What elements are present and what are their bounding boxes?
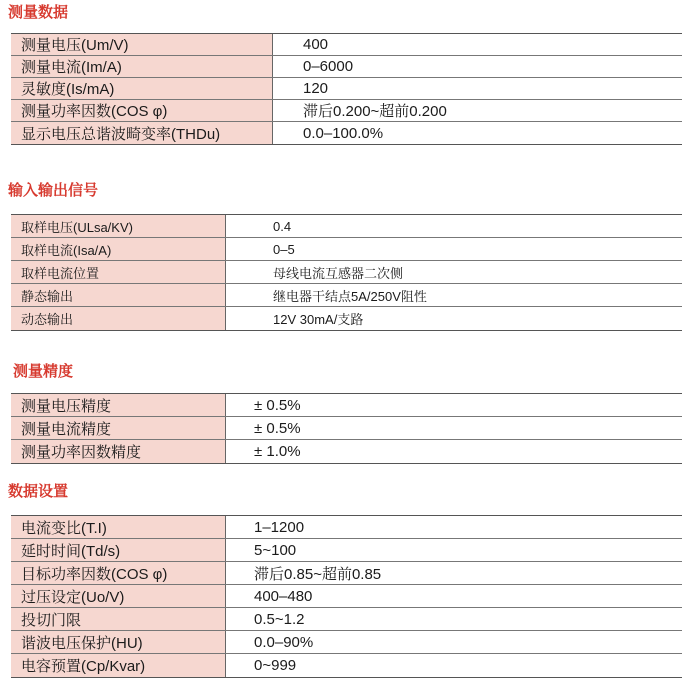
table-row <box>11 122 682 144</box>
row-value: ± 1.0% <box>254 443 301 460</box>
row-value: 12V 30mA/支路 <box>273 312 364 327</box>
row-label: 静态输出 <box>11 284 226 306</box>
row-value: 0.0–100.0% <box>303 124 384 142</box>
section-title: 输入输出信号 <box>8 182 99 199</box>
row-label: 灵敏度(Is/mA) <box>11 78 273 99</box>
table-row <box>11 56 682 78</box>
spec-table <box>11 214 682 331</box>
table-row <box>11 394 682 417</box>
row-label: 测量功率因数(COS φ) <box>11 100 273 121</box>
row-label: 电容预置(Cp/Kvar) <box>11 654 226 677</box>
row-label: 延时时间(Td/s) <box>11 539 226 561</box>
row-value: 5~100 <box>254 541 297 559</box>
table-row <box>11 238 682 261</box>
row-label: 测量电压精度 <box>11 394 226 416</box>
table-row <box>11 631 682 654</box>
spec-table <box>11 33 682 145</box>
table-row <box>11 100 682 122</box>
row-label: 电流变比(T.I) <box>11 516 226 538</box>
row-value: 0.0–90% <box>254 633 314 651</box>
table-row <box>11 215 682 238</box>
row-label: 动态输出 <box>11 307 226 330</box>
row-label: 取样电压(ULsa/KV) <box>11 215 226 237</box>
row-value: 0.4 <box>273 218 292 234</box>
row-label: 测量电压(Um/V) <box>11 34 273 55</box>
spec-table <box>11 515 682 678</box>
table-row <box>11 585 682 608</box>
row-label: 测量功率因数精度 <box>11 440 226 463</box>
row-value: 0~999 <box>254 657 297 674</box>
row-value: 1–1200 <box>254 518 305 536</box>
table-row <box>11 417 682 440</box>
table-row <box>11 34 682 56</box>
row-label: 谐波电压保护(HU) <box>11 631 226 653</box>
table-row <box>11 516 682 539</box>
row-value: 继电器干结点5A/250V阻性 <box>273 288 427 304</box>
row-value: 0–6000 <box>303 58 354 75</box>
spec-table <box>11 393 682 464</box>
row-value: ± 0.5% <box>254 396 301 414</box>
row-label: 测量电流精度 <box>11 417 226 439</box>
table-row <box>11 539 682 562</box>
table-row <box>11 307 682 330</box>
row-label: 测量电流(Im/A) <box>11 56 273 77</box>
row-label: 投切门限 <box>11 608 226 630</box>
table-row <box>11 562 682 585</box>
row-value: 滞后0.85~超前0.85 <box>254 565 382 583</box>
row-label: 过压设定(Uo/V) <box>11 585 226 607</box>
table-row <box>11 261 682 284</box>
table-row <box>11 654 682 677</box>
row-value: 0.5~1.2 <box>254 610 305 628</box>
row-value: 母线电流互感器二次侧 <box>273 265 404 281</box>
table-row <box>11 78 682 100</box>
table-row <box>11 440 682 463</box>
row-label: 取样电流位置 <box>11 261 226 283</box>
row-label: 显示电压总谐波畸变率(THDu) <box>11 122 273 144</box>
section-title: 测量精度 <box>13 363 74 380</box>
table-row <box>11 608 682 631</box>
row-value: ± 0.5% <box>254 419 301 437</box>
row-value: 120 <box>303 80 329 97</box>
row-value: 0–5 <box>273 241 295 257</box>
table-row <box>11 284 682 307</box>
row-value: 400–480 <box>254 587 313 605</box>
section-title: 数据设置 <box>8 483 69 500</box>
section-title: 测量数据 <box>8 4 69 21</box>
row-label: 取样电流(Isa/A) <box>11 238 226 260</box>
row-value: 400 <box>303 36 329 53</box>
row-label: 目标功率因数(COS φ) <box>11 562 226 584</box>
row-value: 滞后0.200~超前0.200 <box>303 103 447 120</box>
